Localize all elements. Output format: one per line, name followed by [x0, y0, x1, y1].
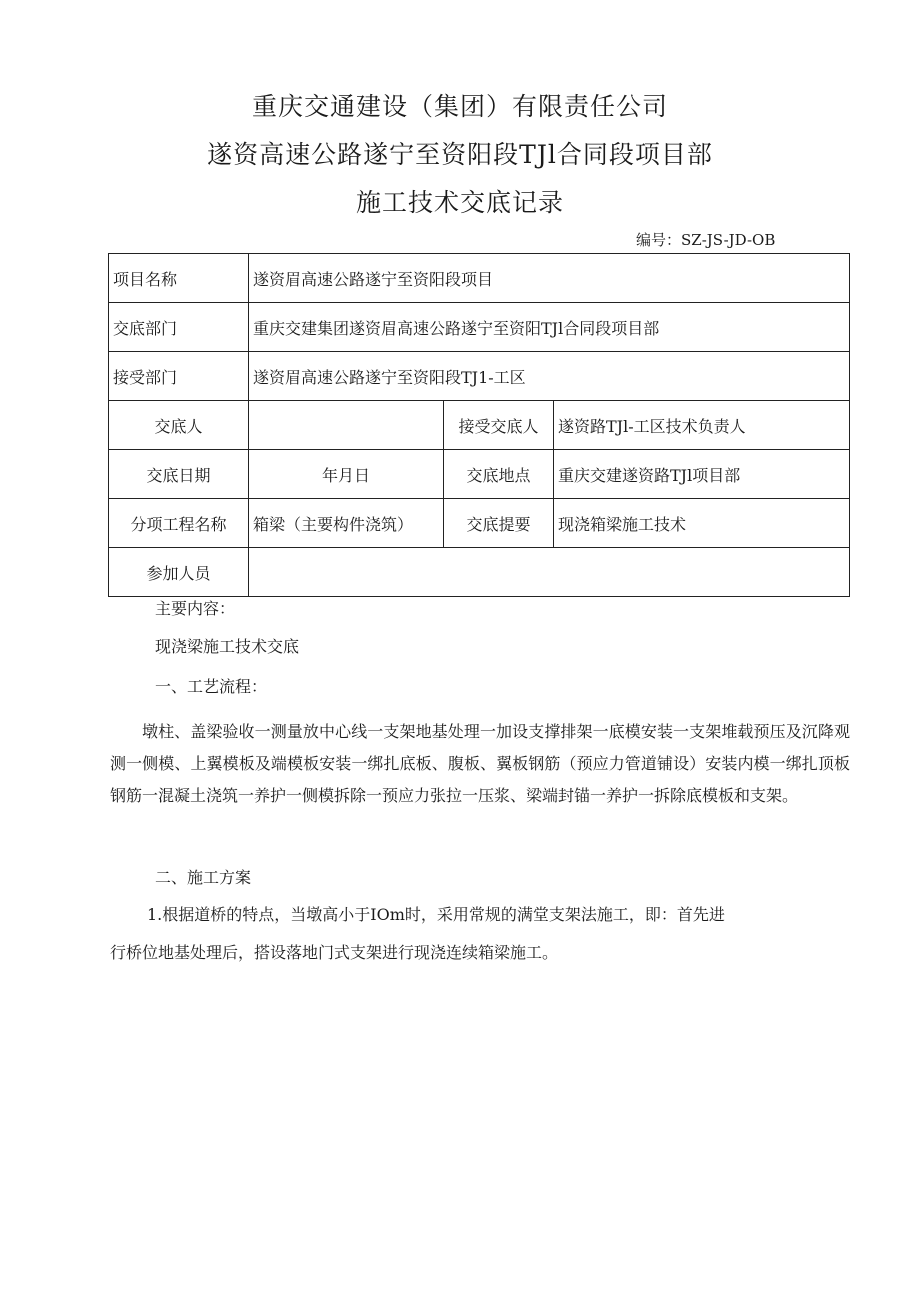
serial-number: 编号：SZ-JS-JD-OB — [636, 231, 776, 249]
main-content-label: 主要内容： — [155, 599, 236, 618]
table-row — [109, 254, 850, 303]
receiving-dept-label: 接受部门 — [109, 352, 249, 401]
subproject-value: 箱梁（主要构件浇筑） — [249, 499, 444, 548]
table-row — [109, 450, 850, 499]
section-plan-heading: 二、施工方案 — [155, 868, 252, 887]
date-label: 交底日期 — [109, 450, 249, 499]
participants-label: 参加人员 — [109, 548, 249, 597]
location-value: 重庆交建遂资路TJl项目部 — [554, 450, 850, 499]
summary-value: 现浇箱梁施工技术 — [554, 499, 850, 548]
summary-label: 交底提要 — [444, 499, 554, 548]
presenter-value — [249, 401, 444, 450]
section-process-heading: 一、工艺流程： — [155, 677, 268, 696]
document-title: 施工技术交底记录 — [355, 188, 564, 217]
table-row — [109, 401, 850, 450]
process-paragraph: 墩柱、盖梁验收一测量放中心线一支架地基处理一加设支撑排架一底模安装一支架堆载预压及沉降观测一侧模、上翼模板及端模板安装一绑扎底板、腹板、翼板钢筋（预应力管道铺设）安装内模一绑扎顶板钢筋一混凝土浇筑一养护一侧模拆除一预应力张拉一压浆、梁端封锚一养护一拆除底模板和支架。 — [110, 722, 850, 805]
info-table — [108, 253, 850, 597]
project-name-label: 项目名称 — [109, 254, 249, 303]
content-subtitle: 现浇梁施工技术交底 — [155, 637, 300, 656]
subproject-label: 分项工程名称 — [109, 499, 249, 548]
issuing-dept-label: 交底部门 — [109, 303, 249, 352]
company-title: 重庆交通建设（集团）有限责任公司 — [251, 92, 668, 121]
presenter-label: 交底人 — [109, 401, 249, 450]
receiving-dept-value: 遂资眉高速公路遂宁至资阳段TJ1-工区 — [249, 352, 850, 401]
plan-item-1-line-1: 1.根据道桥的特点，当墩高小于IOm时，采用常规的满堂支架法施工，即：首先进 — [147, 905, 725, 924]
table-row — [109, 303, 850, 352]
receiver-value: 遂资路TJl-工区技术负责人 — [554, 401, 850, 450]
location-label: 交底地点 — [444, 450, 554, 499]
date-value: 年月日 — [249, 450, 444, 499]
table-row — [109, 548, 850, 597]
receiver-label: 接受交底人 — [444, 401, 554, 450]
table-row — [109, 352, 850, 401]
project-name-value: 遂资眉高速公路遂宁至资阳段项目 — [249, 254, 850, 303]
participants-value — [249, 548, 850, 597]
table-row — [109, 499, 850, 548]
plan-item-1-line-2: 行桥位地基处理后，搭设落地门式支架进行现浇连续箱梁施工。 — [110, 943, 559, 962]
project-dept-title: 遂资高速公路遂宁至资阳段TJl合同段项目部 — [207, 140, 713, 169]
issuing-dept-value: 重庆交建集团遂资眉高速公路遂宁至资阳TJl合同段项目部 — [249, 303, 850, 352]
